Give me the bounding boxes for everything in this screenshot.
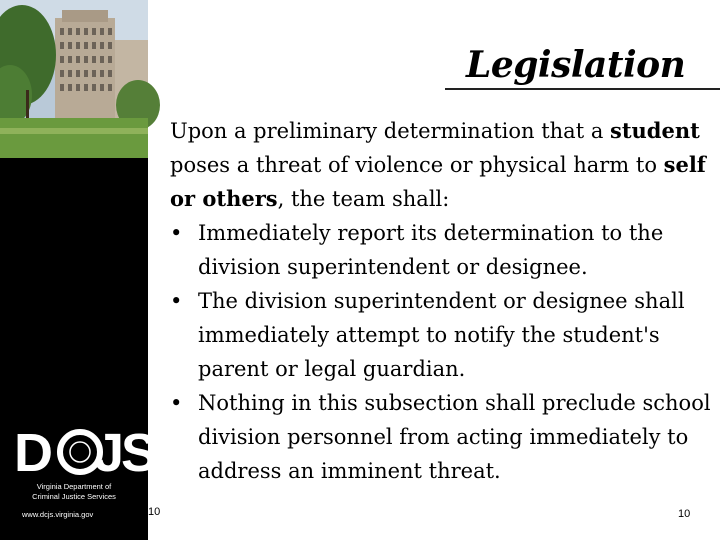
department-line-1: Virginia Department of [36, 482, 112, 491]
department-name [12, 482, 136, 502]
slide-title: Legislation [466, 44, 686, 86]
svg-text:JS: JS [94, 423, 155, 483]
intro-text-1: Upon a preliminary determination that a [170, 119, 611, 143]
intro-bold-self-others: self or others [170, 152, 706, 211]
intro-bold-student: student [610, 118, 700, 143]
department-line-2: Criminal Justice Services [32, 492, 116, 501]
bullet-item: • The division superintendent or designee shall immediately attempt to notify the student's parent or legal guardian. [170, 284, 720, 386]
bullet-item: • Immediately report its determination to the division superintendent or designee. [170, 216, 720, 284]
bullet-item: • Nothing in this subsection shall preclude school division personnel from acting immediately to address an imminent threat. [170, 386, 720, 488]
intro-text-2: poses a threat of violence or physical harm to [170, 153, 664, 177]
bullet-list [170, 216, 720, 488]
intro-paragraph [170, 114, 720, 216]
title-underline [445, 88, 720, 90]
dcjs-logo [14, 423, 155, 483]
building-photo [0, 0, 148, 158]
slide-body [170, 114, 720, 488]
intro-text-3: , the team shall: [277, 187, 450, 211]
page-number: 10 [678, 508, 691, 520]
website-url[interactable]: www.dcjs.virginia.gov [22, 510, 94, 519]
sidebar-page-number: 10 [148, 506, 161, 518]
svg-text:D: D [14, 423, 50, 483]
